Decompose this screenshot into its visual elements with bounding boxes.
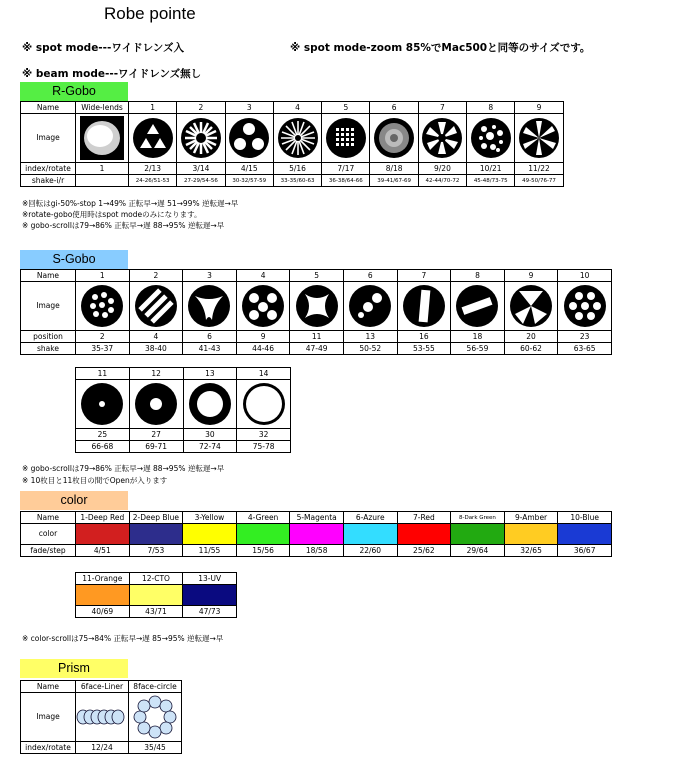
wide-lens-image xyxy=(76,114,129,163)
s-gobo-12-image xyxy=(129,380,183,429)
color-name: 9-Amber xyxy=(504,512,558,524)
s-gobo-name: 5 xyxy=(290,270,344,282)
r-gobo-1-image xyxy=(129,114,177,163)
s-gobo-7-image xyxy=(397,282,451,331)
r-gobo-index-label: index/rotate xyxy=(21,163,76,175)
color-swatch xyxy=(183,585,237,606)
r-gobo-name: 8 xyxy=(467,102,515,114)
r-gobo-section-title: R-Gobo xyxy=(20,82,128,101)
s-gobo-position: 6 xyxy=(183,331,237,343)
r-gobo-shake: 24-26/51-53 xyxy=(129,175,177,187)
color-step: 25/62 xyxy=(397,545,451,557)
s-gobo-name: 13 xyxy=(183,368,237,380)
r-gobo-index: 1 xyxy=(76,163,129,175)
color-step: 18/58 xyxy=(290,545,344,557)
s-gobo-name: 8 xyxy=(451,270,505,282)
s-gobo-section-title: S-Gobo xyxy=(20,250,128,269)
r-gobo-shake: 36-38/64-66 xyxy=(322,175,370,187)
color-step: 22/60 xyxy=(343,545,397,557)
s-gobo-position: 9 xyxy=(236,331,290,343)
color-name: 1-Deep Red xyxy=(76,512,130,524)
s-gobo-note-2: ※ 10枚目と11枚目の間でOpenが入ります xyxy=(22,476,168,485)
s-gobo-position: 11 xyxy=(290,331,344,343)
color-label: color xyxy=(21,524,76,545)
color-name: 8-Dark Green xyxy=(451,512,505,524)
s-gobo-position: 16 xyxy=(397,331,451,343)
s-gobo-11-image xyxy=(76,380,130,429)
r-gobo-name: 3 xyxy=(225,102,273,114)
color-swatch xyxy=(558,524,612,545)
r-gobo-3-image xyxy=(225,114,273,163)
prism-name: 6face-Liner xyxy=(76,681,129,693)
s-gobo-shake: 47-49 xyxy=(290,343,344,355)
color-table xyxy=(20,511,612,557)
color-name: 7-Red xyxy=(397,512,451,524)
r-gobo-shake-label: shake-i/r xyxy=(21,175,76,187)
r-gobo-name: 2 xyxy=(177,102,225,114)
color-name: 6-Azure xyxy=(343,512,397,524)
s-gobo-position: 23 xyxy=(558,331,612,343)
s-gobo-table-2 xyxy=(75,367,291,453)
r-gobo-4-image xyxy=(273,114,321,163)
color-name: 12-CTO xyxy=(129,573,183,585)
color-step: 15/56 xyxy=(236,545,290,557)
s-gobo-shake: 60-62 xyxy=(504,343,558,355)
s-gobo-position: 13 xyxy=(343,331,397,343)
color-step: 36/67 xyxy=(558,545,612,557)
s-gobo-position: 4 xyxy=(129,331,183,343)
s-gobo-8-image xyxy=(451,282,505,331)
r-gobo-name: 6 xyxy=(370,102,418,114)
prism-circle-image xyxy=(129,693,182,742)
color-step: 43/71 xyxy=(129,606,183,618)
s-gobo-shake: 44-46 xyxy=(236,343,290,355)
r-gobo-8-image xyxy=(467,114,515,163)
s-gobo-position: 2 xyxy=(76,331,130,343)
color-swatch xyxy=(397,524,451,545)
color-header-label: Name xyxy=(21,512,76,524)
r-gobo-9-image xyxy=(515,114,563,163)
s-gobo-13-image xyxy=(183,380,237,429)
s-gobo-1-image xyxy=(76,282,130,331)
r-gobo-header-label: Name xyxy=(21,102,76,114)
color-section-title: color xyxy=(20,491,128,510)
r-gobo-image-label: Image xyxy=(21,114,76,163)
r-gobo-index: 7/17 xyxy=(322,163,370,175)
s-gobo-3-image xyxy=(183,282,237,331)
s-gobo-4-image xyxy=(236,282,290,331)
s-gobo-shake: 35-37 xyxy=(76,343,130,355)
s-gobo-position: 25 xyxy=(76,429,130,441)
s-gobo-position: 30 xyxy=(183,429,237,441)
s-gobo-name: 14 xyxy=(237,368,291,380)
r-gobo-note-2: ※rotate-gobo使用時はspot modeのみになります。 xyxy=(22,210,202,219)
r-gobo-2-image xyxy=(177,114,225,163)
color-name: 2-Deep Blue xyxy=(129,512,183,524)
r-gobo-name: 4 xyxy=(273,102,321,114)
s-gobo-9-image xyxy=(504,282,558,331)
s-gobo-position: 32 xyxy=(237,429,291,441)
r-gobo-shake: 45-48/73-75 xyxy=(467,175,515,187)
s-gobo-name: 11 xyxy=(76,368,130,380)
r-gobo-name: 5 xyxy=(322,102,370,114)
s-gobo-shake: 38-40 xyxy=(129,343,183,355)
s-gobo-14-image xyxy=(237,380,291,429)
r-gobo-shake xyxy=(76,175,129,187)
color-table-2 xyxy=(75,572,237,618)
r-gobo-index: 11/22 xyxy=(515,163,563,175)
s-gobo-note-1: ※ gobo-scrollは79→86% 正転早→遅 88→95% 逆転遅→早 xyxy=(22,464,225,473)
prism-name: 8face-circle xyxy=(129,681,182,693)
r-gobo-note-1: ※回転はgi-50%-stop 1→49% 正転早→遅 51→99% 逆転遅→早 xyxy=(22,199,239,208)
s-gobo-name: 3 xyxy=(183,270,237,282)
color-swatch xyxy=(183,524,237,545)
color-step: 32/65 xyxy=(504,545,558,557)
color-swatch xyxy=(76,585,130,606)
color-step: 40/69 xyxy=(76,606,130,618)
color-step: 11/55 xyxy=(183,545,237,557)
s-gobo-table xyxy=(20,269,612,355)
r-gobo-name: 1 xyxy=(129,102,177,114)
s-gobo-name: 7 xyxy=(397,270,451,282)
color-name: 11-Orange xyxy=(76,573,130,585)
r-gobo-6-image xyxy=(370,114,418,163)
s-gobo-shake: 41-43 xyxy=(183,343,237,355)
s-gobo-image-label: Image xyxy=(21,282,76,331)
s-gobo-shake: 56-59 xyxy=(451,343,505,355)
color-swatch xyxy=(451,524,505,545)
r-gobo-note-3: ※ gobo-scrollは79→86% 正転早→遅 88→95% 逆転遅→早 xyxy=(22,221,225,230)
s-gobo-name: 1 xyxy=(76,270,130,282)
s-gobo-shake: 63-65 xyxy=(558,343,612,355)
s-gobo-name: 12 xyxy=(129,368,183,380)
color-name: 5-Magenta xyxy=(290,512,344,524)
s-gobo-shake: 66-68 xyxy=(76,441,130,453)
r-gobo-shake: 49-50/76-77 xyxy=(515,175,563,187)
r-gobo-index: 8/18 xyxy=(370,163,418,175)
prism-index: 12/24 xyxy=(76,742,129,754)
color-step: 4/51 xyxy=(76,545,130,557)
r-gobo-index: 4/15 xyxy=(225,163,273,175)
color-swatch xyxy=(236,524,290,545)
s-gobo-header-label: Name xyxy=(21,270,76,282)
prism-image-label: Image xyxy=(21,693,76,742)
s-gobo-shake: 75-78 xyxy=(237,441,291,453)
prism-linear-image xyxy=(76,693,129,742)
s-gobo-shake: 69-71 xyxy=(129,441,183,453)
color-swatch xyxy=(129,524,183,545)
s-gobo-position: 18 xyxy=(451,331,505,343)
s-gobo-name: 2 xyxy=(129,270,183,282)
s-gobo-name: 9 xyxy=(504,270,558,282)
color-step: 29/64 xyxy=(451,545,505,557)
s-gobo-shake-label: shake xyxy=(21,343,76,355)
color-name: 13-UV xyxy=(183,573,237,585)
s-gobo-position-label: position xyxy=(21,331,76,343)
r-gobo-index: 5/16 xyxy=(273,163,321,175)
s-gobo-5-image xyxy=(290,282,344,331)
spot-zoom-note: ※ spot mode-zoom 85%でMac500と同等のサイズです。 xyxy=(290,42,591,54)
s-gobo-shake: 53-55 xyxy=(397,343,451,355)
color-step: 7/53 xyxy=(129,545,183,557)
prism-header-label: Name xyxy=(21,681,76,693)
r-gobo-table xyxy=(20,101,612,187)
color-step: 47/73 xyxy=(183,606,237,618)
r-gobo-7-image xyxy=(418,114,466,163)
s-gobo-2-image xyxy=(129,282,183,331)
color-note: ※ color-scrollは75→84% 正転早→遅 85→95% 逆転遅→早 xyxy=(22,634,224,643)
color-swatch xyxy=(343,524,397,545)
prism-section-title: Prism xyxy=(20,659,128,678)
r-gobo-5-image xyxy=(322,114,370,163)
color-step-label: fade/step xyxy=(21,545,76,557)
s-gobo-position: 27 xyxy=(129,429,183,441)
color-swatch xyxy=(129,585,183,606)
prism-index-label: index/rotate xyxy=(21,742,76,754)
r-gobo-shake: 30-32/57-59 xyxy=(225,175,273,187)
color-swatch xyxy=(290,524,344,545)
r-gobo-index: 9/20 xyxy=(418,163,466,175)
page-title: Robe pointe xyxy=(104,4,196,23)
color-swatch xyxy=(76,524,130,545)
s-gobo-shake: 50-52 xyxy=(343,343,397,355)
r-gobo-name: 9 xyxy=(515,102,563,114)
s-gobo-name: 4 xyxy=(236,270,290,282)
prism-table xyxy=(20,680,182,754)
s-gobo-6-image xyxy=(343,282,397,331)
s-gobo-10-image xyxy=(558,282,612,331)
color-swatch xyxy=(504,524,558,545)
prism-index: 35/45 xyxy=(129,742,182,754)
s-gobo-position: 20 xyxy=(504,331,558,343)
r-gobo-shake: 27-29/54-56 xyxy=(177,175,225,187)
beam-mode-note: ※ beam mode---ワイドレンズ無し xyxy=(22,68,202,80)
r-gobo-index: 3/14 xyxy=(177,163,225,175)
color-name: 4-Green xyxy=(236,512,290,524)
s-gobo-name: 6 xyxy=(343,270,397,282)
r-gobo-name: 7 xyxy=(418,102,466,114)
r-gobo-shake: 39-41/67-69 xyxy=(370,175,418,187)
s-gobo-name: 10 xyxy=(558,270,612,282)
r-gobo-shake: 42-44/70-72 xyxy=(418,175,466,187)
color-name: 3-Yellow xyxy=(183,512,237,524)
r-gobo-name: Wide-lends xyxy=(76,102,129,114)
s-gobo-shake: 72-74 xyxy=(183,441,237,453)
r-gobo-index: 10/21 xyxy=(467,163,515,175)
r-gobo-shake: 33-35/60-63 xyxy=(273,175,321,187)
spot-mode-note: ※ spot mode---ワイドレンズ入 xyxy=(22,42,184,54)
color-name: 10-Blue xyxy=(558,512,612,524)
r-gobo-index: 2/13 xyxy=(129,163,177,175)
